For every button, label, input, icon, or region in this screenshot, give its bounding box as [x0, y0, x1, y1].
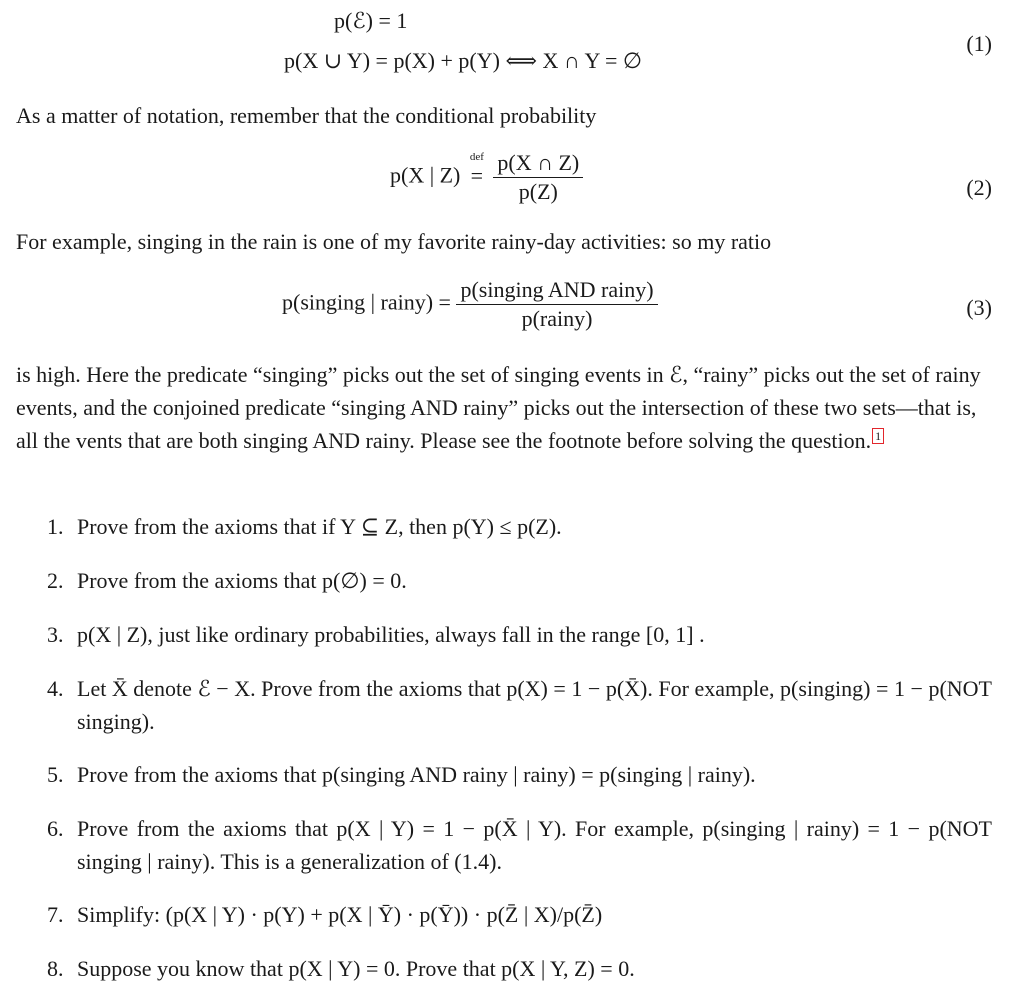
- footnote-reference-link[interactable]: 1: [872, 428, 884, 444]
- list-item-number: 4.: [47, 676, 64, 701]
- example-paragraph: For example, singing in the rain is one of my favorite rainy-day activities: so my ratio: [16, 229, 772, 254]
- list-item-number: 1.: [47, 514, 64, 539]
- list-item-number: 5.: [47, 762, 64, 787]
- equation-2-numerator: p(X ∩ Z): [497, 150, 580, 175]
- list-item-number: 8.: [47, 956, 64, 981]
- list-item-number: 2.: [47, 568, 64, 593]
- list-item-number: 6.: [47, 816, 64, 841]
- equation-3-denominator: p(rainy): [456, 304, 657, 332]
- intro-paragraph: As a matter of notation, remember that the conditional probability: [16, 103, 597, 128]
- def-equals-sign: [466, 150, 488, 189]
- list-item-number: 7.: [47, 902, 64, 927]
- equation-3-numerator: p(singing AND rainy): [460, 277, 654, 302]
- list-item-text: Simplify: (p(X | Y) · p(Y) + p(X | Ȳ) · p(Ȳ)) · p(Z̄ | X)/p(Z̄): [77, 902, 603, 927]
- def-label: def: [469, 150, 484, 163]
- equation-1-line-2: p(X ∪ Y) = p(X) + p(Y) ⟺ X ∩ Y = ∅: [284, 48, 643, 73]
- equation-1-number: (1): [966, 31, 992, 56]
- equation-3-number: (3): [966, 295, 992, 320]
- list-item-text: Prove from the axioms that p(singing AND rainy | rainy) = p(singing | rainy).: [77, 762, 756, 787]
- equation-2-lhs: p(X | Z): [390, 162, 461, 188]
- explanation-text: is high. Here the predicate “singing” picks out the set of singing events in ℰ, “rainy” picks out the set of rainy events, and the conjoined predicate “singing AND rainy” picks out the intersection of these two sets—that is, all the vents that are both singing AND rainy. Please see the footnote before solving the question.: [16, 362, 981, 453]
- explanation-paragraph: [16, 358, 990, 457]
- equation-3: [282, 277, 658, 332]
- equation-1-line-1: p(ℰ) = 1: [334, 8, 408, 33]
- equation-2-fraction: [493, 150, 583, 205]
- equation-3-fraction: [456, 277, 657, 332]
- equation-3-lhs: p(singing | rainy) =: [282, 289, 451, 315]
- equation-2-denominator: p(Z): [493, 177, 583, 205]
- list-item-text: Prove from the axioms that p(∅) = 0.: [77, 568, 407, 593]
- list-item-text: Prove from the axioms that p(X | Y) = 1 − p(X̄ | Y). For example, p(singing | rainy) = 1 − p(NOT singing | rainy). This is a generalization of (1.4).: [77, 816, 992, 874]
- def-sign: =: [470, 162, 484, 188]
- list-item-text: Suppose you know that p(X | Y) = 0. Prove that p(X | Y, Z) = 0.: [77, 956, 635, 981]
- list-item-number: 3.: [47, 622, 64, 647]
- equation-2-number: (2): [966, 175, 992, 200]
- list-item-text: p(X | Z), just like ordinary probabilities, always fall in the range [0, 1] .: [77, 622, 705, 647]
- list-item-text: Let X̄ denote ℰ − X. Prove from the axioms that p(X) = 1 − p(X̄). For example, p(singing) = 1 − p(NOT singing).: [77, 676, 992, 734]
- equation-2: [390, 150, 583, 205]
- list-item-text: Prove from the axioms that if Y ⊆ Z, then p(Y) ≤ p(Z).: [77, 514, 562, 539]
